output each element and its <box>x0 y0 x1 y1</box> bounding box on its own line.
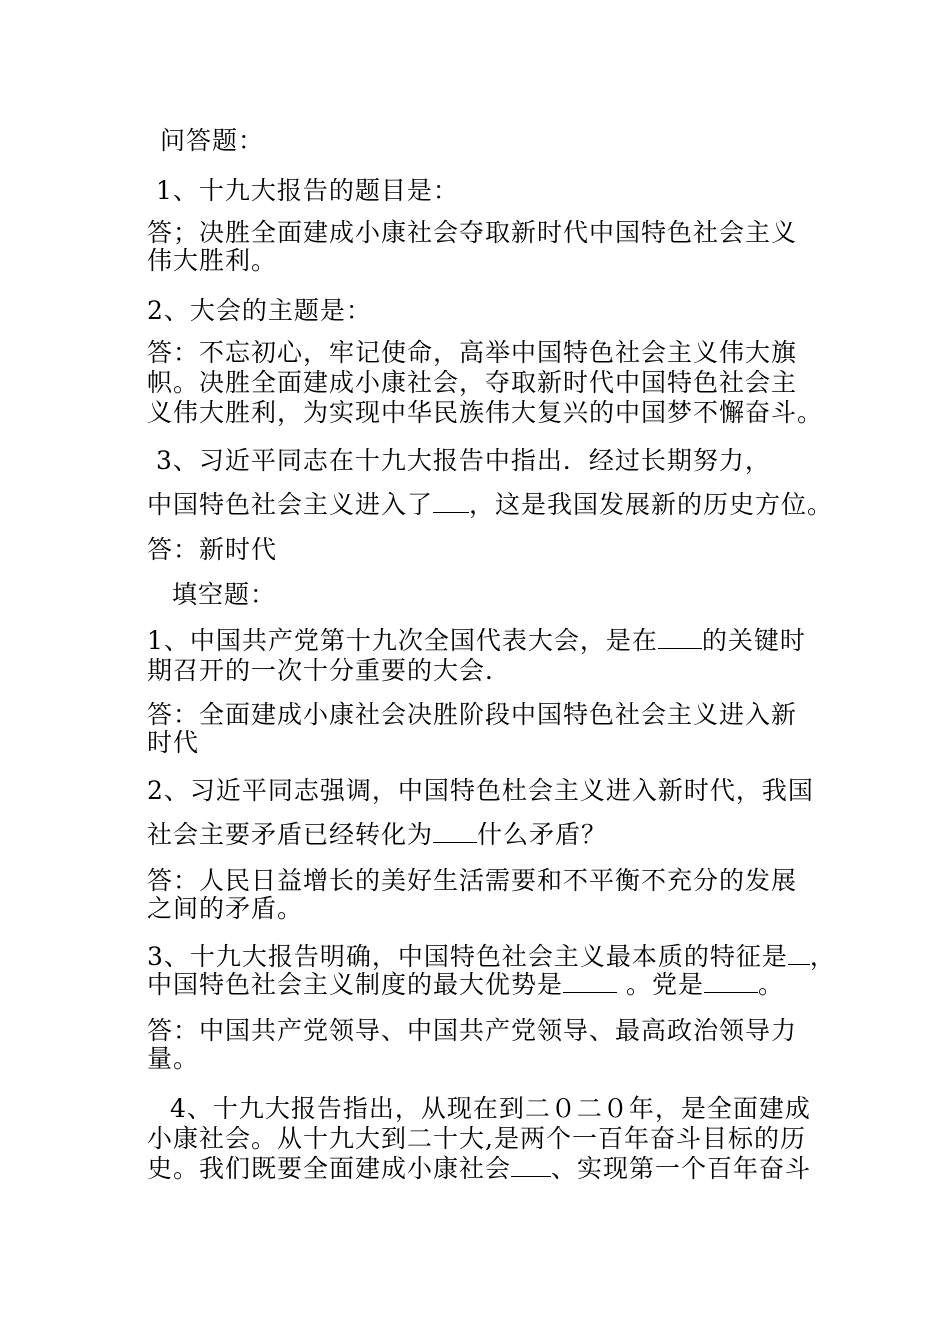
fill-question-4-line-1: 4、十九大报告指出，从现在到二０二０年，是全面建成 <box>170 1094 811 1123</box>
fill-heading: 填空题： <box>172 580 277 609</box>
fill-question-4-text-before: 史。我们既要全面建成小康社会 <box>147 1154 512 1183</box>
fill-answer-2-line-1: 答：人民日益增长的美好生活需要和不平衡不充分的发展 <box>147 866 798 895</box>
fill-question-2-text-after: 什么矛盾？ <box>477 820 608 849</box>
fill-question-4-text-after: 、实现第一个百年奋斗 <box>551 1154 812 1183</box>
fill-question-3-text-before-2: 中国特色社会主义制度的最大优势是 <box>147 970 564 999</box>
fill-question-3-line-1 <box>147 942 836 972</box>
fill-question-1-line-1 <box>147 626 806 656</box>
qa-heading: 问答题： <box>160 126 265 155</box>
qa-answer-2-line-1: 答：不忘初心，牢记使命，高举中国特色社会主义伟大旗 <box>147 338 798 367</box>
fill-question-3-line-2 <box>147 970 784 1000</box>
fill-question-2-line-1: 2、习近平同志强调，中国特色杜会主义进入新时代，我国 <box>147 776 814 805</box>
fill-blank <box>433 490 469 513</box>
fill-question-3-text-after-2: 。 <box>757 970 784 999</box>
fill-blank <box>563 970 617 993</box>
fill-blank <box>658 626 702 649</box>
fill-blank <box>788 942 810 965</box>
fill-question-2-text-before: 社会主要矛盾已经转化为 <box>147 820 434 849</box>
qa-answer-2-line-2: 帜。决胜全面建成小康社会，夺取新时代中国特色社会主 <box>147 368 798 397</box>
fill-blank <box>704 970 758 993</box>
qa-question-2: 2、大会的主题是： <box>147 296 372 325</box>
fill-answer-2-line-2: 之间的矛盾。 <box>147 894 304 923</box>
fill-question-1-line-2: 期召开的一次十分重要的大会． <box>147 656 512 685</box>
qa-answer-2-line-3: 义伟大胜利，为实现中华民族伟大复兴的中国梦不懈奋斗。 <box>147 398 824 427</box>
qa-answer-3: 答：新时代 <box>147 535 278 564</box>
fill-answer-1-line-2: 时代 <box>147 728 200 757</box>
fill-answer-1-line-1: 答：全面建成小康社会决胜阶段中国特色社会主义进入新 <box>147 700 798 729</box>
fill-question-3-text-middle: 。党是 <box>617 970 704 999</box>
fill-question-1-text-after: 的关键时 <box>701 626 806 655</box>
qa-question-3-line-2 <box>147 490 833 520</box>
fill-blank <box>511 1154 551 1177</box>
fill-answer-3-line-2: 量。 <box>147 1044 200 1073</box>
fill-question-3-text-after: ， <box>809 942 836 971</box>
qa-answer-1-line-1: 答；决胜全面建成小康社会夺取新时代中国特色社会主义 <box>147 218 798 247</box>
qa-question-1: 1、十九大报告的题目是： <box>156 176 459 205</box>
fill-question-4-line-3 <box>147 1154 811 1184</box>
qa-answer-1-line-2: 伟大胜利。 <box>147 246 278 275</box>
fill-question-3-text-before: 3、十九大报告明确，中国特色社会主义最本质的特征是 <box>147 942 788 971</box>
fill-question-2-line-2 <box>147 820 607 850</box>
fill-answer-3-line-1: 答：中国共产党领导、中国共产党领导、最高政治领导力 <box>147 1016 798 1045</box>
qa-question-3-text-before: 中国特色社会主义进入了 <box>147 490 434 519</box>
fill-question-4-line-2: 小康社会。从十九大到二十大,是两个一百年奋斗目标的历 <box>147 1124 806 1153</box>
fill-question-1-text-before: 1、中国共产党第十九次全国代表大会，是在 <box>147 626 658 655</box>
fill-blank <box>433 820 477 843</box>
qa-question-3-text-after: ，这是我国发展新的历史方位。 <box>469 490 834 519</box>
qa-question-3-line-1: 3、习近平同志在十九大报告中指出．经过长期努力， <box>156 446 771 475</box>
